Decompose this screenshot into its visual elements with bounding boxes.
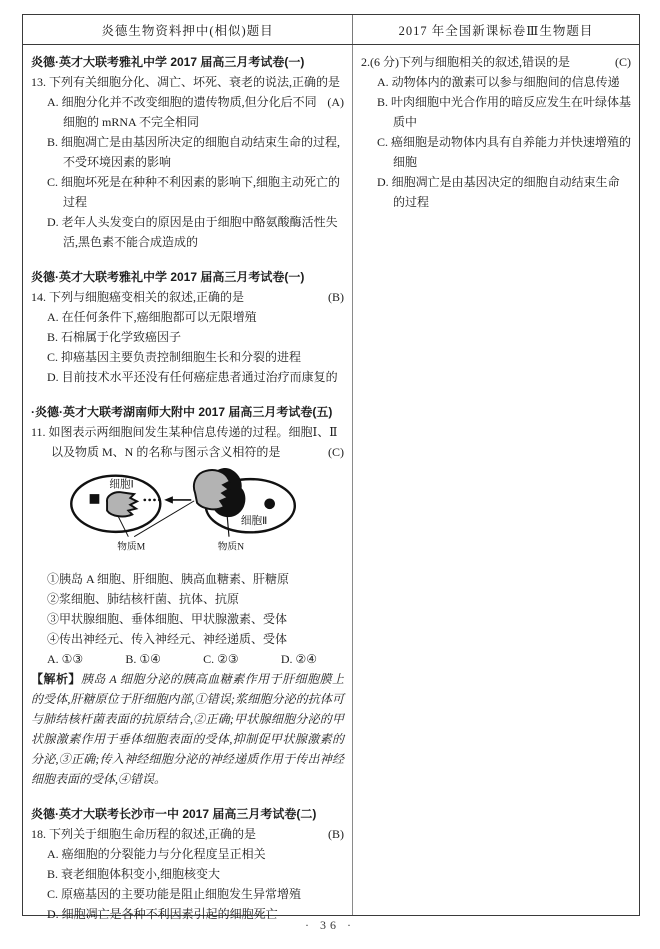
cell-signaling-diagram: [49, 464, 344, 567]
cell-2-nucleus-shape: [264, 498, 275, 509]
question-18-answer: (B): [328, 827, 344, 841]
question-14-option-a: A. 在任何条件下,癌细胞都可以无限增殖: [47, 310, 257, 324]
question-11-item-2: ②浆细胞、肺结核杆菌、抗体、抗原: [47, 592, 240, 606]
question-18-text: 18. 下列关于细胞生命历程的叙述,正确的是: [31, 827, 257, 841]
choice-d: D. ②④: [280, 652, 317, 666]
question-18-option-c: C. 原癌基因的主要功能是阻止细胞发生异常增殖: [47, 887, 302, 901]
trail-dot: [143, 499, 146, 502]
cell-1-label: 细胞Ⅰ: [109, 479, 134, 491]
source-header-1: 炎德·英才大联考雅礼中学 2017 届高三月考试卷(一): [31, 55, 305, 69]
cell-2-label: 细胞Ⅱ: [240, 516, 268, 528]
page-number: · 36 ·: [305, 918, 355, 932]
question-18-stem: [31, 824, 344, 844]
exam-questions-column: [353, 45, 639, 915]
question-13-option-a: A. 细胞分化并不改变细胞的遗传物质,但分化后不同细胞的 mRNA 不完全相同: [47, 95, 317, 129]
question-2-answer: (C): [615, 55, 631, 69]
cell-1-nucleus-shape: [90, 494, 100, 504]
analysis-block: [31, 669, 344, 789]
question-11-item-4: ④传出神经元、传入神经元、神经递质、受体: [47, 632, 288, 646]
question-2-option-c: C. 癌细胞是动物体内具有自养能力并快速增殖的细胞: [377, 135, 632, 169]
trail-dot: [153, 499, 156, 502]
arrow-head: [164, 496, 173, 503]
analysis-tag: 【解析】: [31, 672, 81, 686]
question-18-option-d: D. 细胞凋亡是各种不利因素引起的细胞死亡: [47, 907, 278, 921]
question-11-item-1: ①胰岛 A 细胞、肝细胞、胰高血糖素、肝糖原: [47, 572, 290, 586]
question-11-choices: [47, 649, 317, 669]
question-18-option-b: B. 衰老细胞体积变小,细胞核变大: [47, 867, 221, 881]
question-11-answer: (C): [328, 445, 344, 459]
question-2-option-d: D. 细胞凋亡是由基因决定的细胞自动结束生命的过程: [377, 175, 620, 209]
question-14-stem: [31, 287, 344, 307]
question-14-option-d: D. 目前技术水平还没有任何癌症患者通过治疗而康复的: [47, 370, 338, 384]
question-11-text: 11. 如图表示两细胞间发生某种信息传递的过程。细胞Ⅰ、Ⅱ以及物质 M、N 的名称与图示含义相符的是: [31, 425, 338, 459]
question-13-option-c: C. 细胞坏死是在种种不利因素的影响下,细胞主动死亡的过程: [47, 175, 341, 209]
trail-dot: [148, 499, 151, 502]
question-13-stem: [31, 72, 344, 109]
table-body: [23, 45, 639, 921]
source-header-4: 炎德·英才大联考长沙市一中 2017 届高三月考试卷(二): [31, 807, 317, 821]
trail-dot: [158, 499, 161, 502]
question-2-option-a: A. 动物体内的激素可以参与细胞间的信息传递: [377, 75, 620, 89]
question-13-text: 13. 下列有关细胞分化、凋亡、坏死、衰老的说法,正确的是: [31, 75, 341, 89]
substance-m-label: 物质M: [117, 541, 146, 553]
question-11-item-3: ③甲状腺细胞、垂体细胞、甲状腺激素、受体: [47, 612, 288, 626]
question-2-stem: [361, 52, 631, 72]
choice-c: C. ②③: [203, 652, 239, 666]
comparison-table: [22, 14, 640, 921]
analysis-text: 胰岛 A 细胞分泌的胰高血糖素作用于肝细胞膜上的受体,肝糖原位于肝细胞内部,①错误;浆细胞分泌的抗体可与肺结核杆菌表面的抗原结合,②正确;甲状腺细胞分泌的甲状腺激素作用于垂体细胞表面的受体,抑制促甲状腺激素的分泌,③正确;传入神经细胞分泌的神经递质作用于传出神经细胞表面的受体,④错误。: [31, 672, 344, 786]
question-13-option-d: D. 老年人头发变白的原因是由于细胞中酪氨酸酶活性失活,黑色素不能合成造成的: [47, 215, 338, 249]
choice-a: A. ①③: [47, 652, 84, 666]
question-13-option-b: B. 细胞凋亡是由基因所决定的细胞自动结束生命的过程,不受环境因素的影响: [47, 135, 341, 169]
question-2-text: 2.(6 分)下列与细胞相关的叙述,错误的是: [361, 55, 570, 69]
header-exam-questions: 2017 年全国新课标卷Ⅲ生物题目: [398, 23, 594, 38]
question-18-option-a: A. 癌细胞的分裂能力与分化程度呈正相关: [47, 847, 266, 861]
header-similar-questions: 炎德生物资料押中(相似)题目: [23, 15, 353, 44]
question-2-option-b: B. 叶肉细胞中光合作用的暗反应发生在叶绿体基质中: [377, 95, 632, 129]
source-header-2: 炎德·英才大联考雅礼中学 2017 届高三月考试卷(一): [31, 270, 305, 284]
table-header-row: [23, 15, 639, 45]
substance-n-label: 物质N: [217, 541, 245, 553]
choice-b: B. ①④: [125, 652, 161, 666]
question-14-option-b: B. 石棉属于化学致癌因子: [47, 330, 182, 344]
question-14-answer: (B): [328, 290, 344, 304]
similar-questions-column: [23, 45, 353, 921]
cell-signaling-figure: [49, 464, 349, 561]
question-11-stem: [31, 422, 344, 462]
question-14-text: 14. 下列与细胞癌变相关的叙述,正确的是: [31, 290, 245, 304]
question-14-option-c: C. 抑癌基因主要负责控制细胞生长和分裂的进程: [47, 350, 302, 364]
question-13-answer: (A): [327, 95, 344, 109]
source-header-3: ·炎德·英才大联考湖南师大附中 2017 届高三月考试卷(五): [31, 405, 333, 419]
